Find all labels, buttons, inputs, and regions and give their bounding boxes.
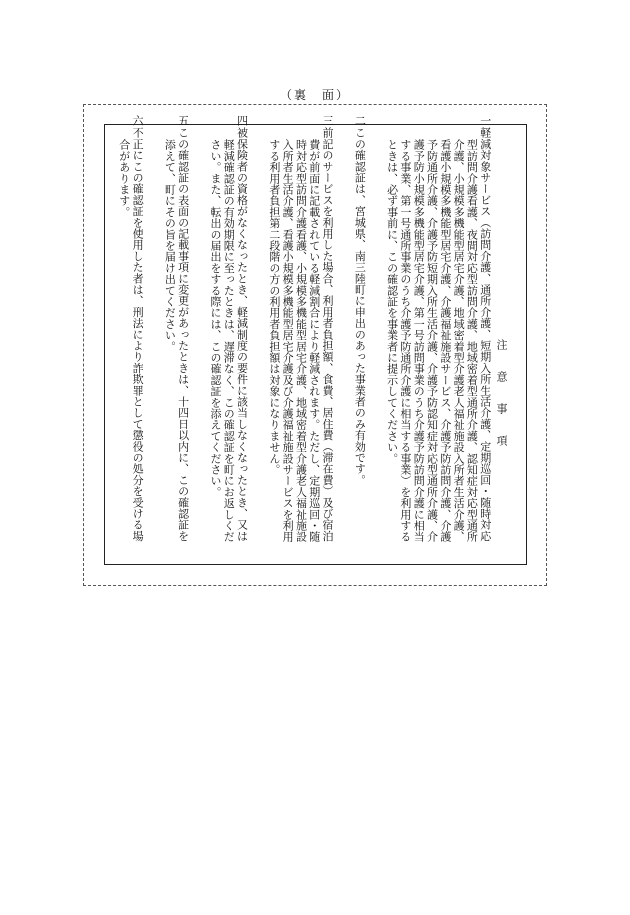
item-text: この確認証は、宮城県、南三陸町に申出のあった事業者のみ有効です。 (353, 127, 367, 486)
notice-heading: 注 意 事 項 (495, 339, 508, 451)
item-text: 軽減対象サービス（訪問介護、通所介護、短期入所生活介護、定期巡回・随時対応型訪問介護看護、夜間対応型訪問介護、地域密着型通所介護、認知症対応型通所介護、小規模多機能型居宅介護、地域密着型介護老人福祉施設入所者生活介護、看護小規模多機能型居宅介護、介護福祉施設サービス、介護予防訪問介護、介護予防通所介護、介護予防短期入所生活介護、介護予防認知症対応型通所介護、介護予防小規模多機能型居宅介護、第一号訪問事業のうち介護予防訪問介護に相当する事業、第一号通所事業のうち介護予防通所介護に相当する事業）を利用するときは、必ず事前に、この確認証を事業者に提示してください。 (385, 127, 492, 543)
notice-item-3: 三前記のサービスを利用した場合、利用者負担額、食費、居住費（滞在費）及び宿泊費が前面に記載されている軽減割合により軽減されます。ただし、定期巡回・随時対応型訪問介護看護、小規模多機能型居宅介護、地域密着型介護老人福祉施設入所者生活介護、看護小規模多機能型居宅介護及び介護福祉施設サービスを利用する利用者負担第二段階の方の利用者負担額は対象になりません。 (267, 115, 335, 543)
notice-text-block (117, 115, 508, 549)
item-text: 前記のサービスを利用した場合、利用者負担額、食費、居住費（滞在費）及び宿泊費が前面に記載されている軽減割合により軽減されます。ただし、定期巡回・随時対応型訪問介護看護、小規模多機能型居宅介護、地域密着型介護老人福祉施設入所者生活介護、看護小規模多機能型居宅介護及び介護福祉施設サービスを利用する利用者負担第二段階の方の利用者負担額は対象になりません。 (267, 127, 335, 543)
notice-item-5: 五この確認証の表面の記載事項に変更があったときは、十四日以内に、この確認証を添えて、町にその旨を届け出てください。 (163, 115, 190, 542)
item-text: 被保険者の資格がなくなったとき、軽減制度の要件に該当しなくなったとき、又は軽減確認証の有効期限に至ったときは、遅滞なく、この確認証を町にお返しください。また、転出の届出をする際には、この確認証を添えてください。 (208, 127, 249, 543)
notice-item-2: 二この確認証は、宮城県、南三陸町に申出のあった事業者のみ有効です。 (353, 115, 367, 486)
notice-item-6: 六不正にこの確認証を使用した者は、刑法により詐欺罪として懲役の処分を受ける場合があります。 (117, 115, 145, 542)
item-text: 不正にこの確認証を使用した者は、刑法により詐欺罪として懲役の処分を受ける場合があります。 (117, 127, 145, 542)
notice-item-1: 一軽減対象サービス（訪問介護、通所介護、短期入所生活介護、定期巡回・随時対応型訪問介護看護、夜間対応型訪問介護、地域密着型通所介護、認知症対応型通所介護、小規模多機能型居宅介護、地域密着型介護老人福祉施設入所者生活介護、看護小規模多機能型居宅介護、介護福祉施設サービス、介護予防訪問介護、介護予防通所介護、介護予防短期入所生活介護、介護予防認知症対応型通所介護、介護予防小規模多機能型居宅介護、第一号訪問事業のうち介護予防訪問介護に相当する事業、第一号通所事業のうち介護予防通所介護に相当する事業）を利用するときは、必ず事前に、この確認証を事業者に提示してください。 (385, 115, 492, 543)
notice-item-4: 四被保険者の資格がなくなったとき、軽減制度の要件に該当しなくなったとき、又は軽減確認証の有効期限に至ったときは、遅滞なく、この確認証を町にお返しください。また、転出の届出をする際には、この確認証を添えてください。 (208, 115, 249, 543)
page-side-caption: （裏 面） (279, 88, 350, 102)
item-text: この確認証の表面の記載事項に変更があったときは、十四日以内に、この確認証を添えて、町にその旨を届け出てください。 (163, 127, 190, 542)
